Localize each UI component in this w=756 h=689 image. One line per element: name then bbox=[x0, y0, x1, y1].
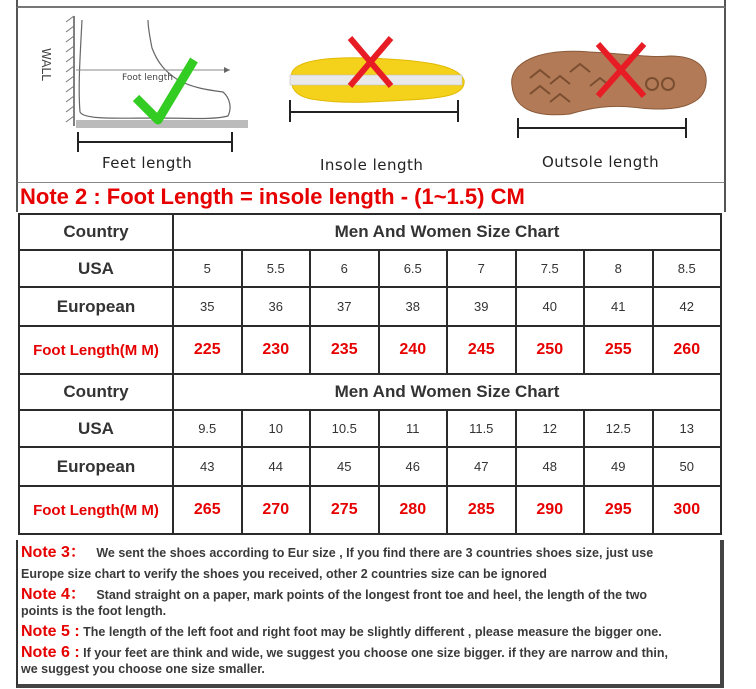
foot-length-cell: 245 bbox=[447, 326, 516, 374]
usa-size-cell: 13 bbox=[653, 410, 722, 447]
feet-length-panel bbox=[18, 8, 258, 182]
eur-size-cell: 45 bbox=[310, 447, 379, 486]
note-3-continued bbox=[21, 565, 547, 584]
table-row-foot-length bbox=[19, 486, 721, 534]
chart-title-header: Men And Women Size Chart bbox=[173, 214, 721, 250]
eur-size-cell: 35 bbox=[173, 287, 242, 326]
note-text: Europe size chart to verify the shoes you received, other 2 countries size can be ignored bbox=[21, 567, 547, 581]
eur-size-cell: 41 bbox=[584, 287, 653, 326]
note-text: The length of the left foot and right foot may be slightly different , please measure the bigger one. bbox=[83, 625, 662, 639]
eur-size-cell: 48 bbox=[516, 447, 585, 486]
row-label: Foot Length(M M) bbox=[19, 486, 173, 534]
table-row-usa bbox=[19, 250, 721, 287]
foot-length-cell: 270 bbox=[242, 486, 311, 534]
row-label: USA bbox=[19, 410, 173, 447]
eur-size-cell: 37 bbox=[310, 287, 379, 326]
table-row-european bbox=[19, 447, 721, 486]
note-tag: Note 3： bbox=[21, 544, 86, 561]
note-4-continued bbox=[21, 602, 166, 621]
usa-size-cell: 8.5 bbox=[653, 250, 722, 287]
note-tag: Note 4： bbox=[21, 586, 86, 603]
size-chart-table bbox=[18, 213, 722, 535]
eur-size-cell: 46 bbox=[379, 447, 448, 486]
usa-size-cell: 10.5 bbox=[310, 410, 379, 447]
usa-size-cell: 12.5 bbox=[584, 410, 653, 447]
note-text: we suggest you choose one size smaller. bbox=[21, 662, 265, 676]
foot-length-cell: 265 bbox=[173, 486, 242, 534]
foot-length-cell: 280 bbox=[379, 486, 448, 534]
eur-size-cell: 36 bbox=[242, 287, 311, 326]
usa-size-cell: 11.5 bbox=[447, 410, 516, 447]
eur-size-cell: 43 bbox=[173, 447, 242, 486]
foot-length-cell: 225 bbox=[173, 326, 242, 374]
usa-size-cell: 6.5 bbox=[379, 250, 448, 287]
usa-size-cell: 7 bbox=[447, 250, 516, 287]
note-text: If your feet are think and wide, we suggest you choose one size bigger. if they are narrow and thin, bbox=[83, 646, 668, 660]
svg-text:WALL: WALL bbox=[39, 48, 53, 81]
row-label: European bbox=[19, 447, 173, 486]
row-label: Foot Length(M M) bbox=[19, 326, 173, 374]
outsole-length-caption: Outsole length bbox=[542, 153, 660, 171]
note-text: We sent the shoes according to Eur size , If you find there are 3 countries shoes size, just use bbox=[96, 546, 654, 560]
note-6-continued bbox=[21, 660, 265, 679]
usa-size-cell: 8 bbox=[584, 250, 653, 287]
usa-size-cell: 9.5 bbox=[173, 410, 242, 447]
note-5 bbox=[21, 622, 662, 642]
eur-size-cell: 44 bbox=[242, 447, 311, 486]
usa-size-cell: 6 bbox=[310, 250, 379, 287]
foot-length-cell: 255 bbox=[584, 326, 653, 374]
table-row-foot-length bbox=[19, 326, 721, 374]
notes-section bbox=[16, 540, 724, 688]
note-tag: Note 5 : bbox=[21, 623, 80, 640]
foot-length-cell: 240 bbox=[379, 326, 448, 374]
note-text: points is the foot length. bbox=[21, 604, 167, 618]
outsole-length-panel bbox=[490, 8, 724, 182]
foot-length-cell: 295 bbox=[584, 486, 653, 534]
table-row-european bbox=[19, 287, 721, 326]
foot-length-cell: 285 bbox=[447, 486, 516, 534]
note-3 bbox=[21, 543, 653, 563]
note-tag: Note 6 : bbox=[21, 644, 80, 661]
foot-length-cell: 260 bbox=[653, 326, 722, 374]
eur-size-cell: 40 bbox=[516, 287, 585, 326]
foot-length-cell: 250 bbox=[516, 326, 585, 374]
eur-size-cell: 39 bbox=[447, 287, 516, 326]
foot-length-cell: 275 bbox=[310, 486, 379, 534]
svg-text:Foot length: Foot length bbox=[122, 73, 173, 83]
usa-size-cell: 11 bbox=[379, 410, 448, 447]
note-2-text: Note 2 : Foot Length = insole length - (1~1.5) CM bbox=[20, 184, 525, 209]
insole-length-caption: Insole length bbox=[320, 156, 424, 174]
chart-title-header: Men And Women Size Chart bbox=[173, 374, 721, 410]
usa-size-cell: 12 bbox=[516, 410, 585, 447]
row-label: USA bbox=[19, 250, 173, 287]
eur-size-cell: 42 bbox=[653, 287, 722, 326]
top-clipped-banner bbox=[16, 0, 726, 8]
eur-size-cell: 47 bbox=[447, 447, 516, 486]
usa-size-cell: 7.5 bbox=[516, 250, 585, 287]
usa-size-cell: 10 bbox=[242, 410, 311, 447]
table-header-row bbox=[19, 374, 721, 410]
country-header: Country bbox=[19, 214, 173, 250]
usa-size-cell: 5 bbox=[173, 250, 242, 287]
eur-size-cell: 49 bbox=[584, 447, 653, 486]
usa-size-cell: 5.5 bbox=[242, 250, 311, 287]
foot-length-cell: 230 bbox=[242, 326, 311, 374]
note-2-banner bbox=[16, 183, 726, 212]
eur-size-cell: 50 bbox=[653, 447, 722, 486]
table-row-usa bbox=[19, 410, 721, 447]
row-label: European bbox=[19, 287, 173, 326]
eur-size-cell: 38 bbox=[379, 287, 448, 326]
foot-length-cell: 290 bbox=[516, 486, 585, 534]
foot-length-cell: 235 bbox=[310, 326, 379, 374]
country-header: Country bbox=[19, 374, 173, 410]
foot-length-cell: 300 bbox=[653, 486, 722, 534]
insole-length-panel bbox=[258, 8, 488, 182]
note-text: Stand straight on a paper, mark points of the longest front toe and heel, the length of the two bbox=[96, 588, 648, 602]
measurement-illustrations bbox=[16, 8, 726, 184]
feet-length-caption: Feet length bbox=[102, 154, 193, 172]
table-header-row bbox=[19, 214, 721, 250]
